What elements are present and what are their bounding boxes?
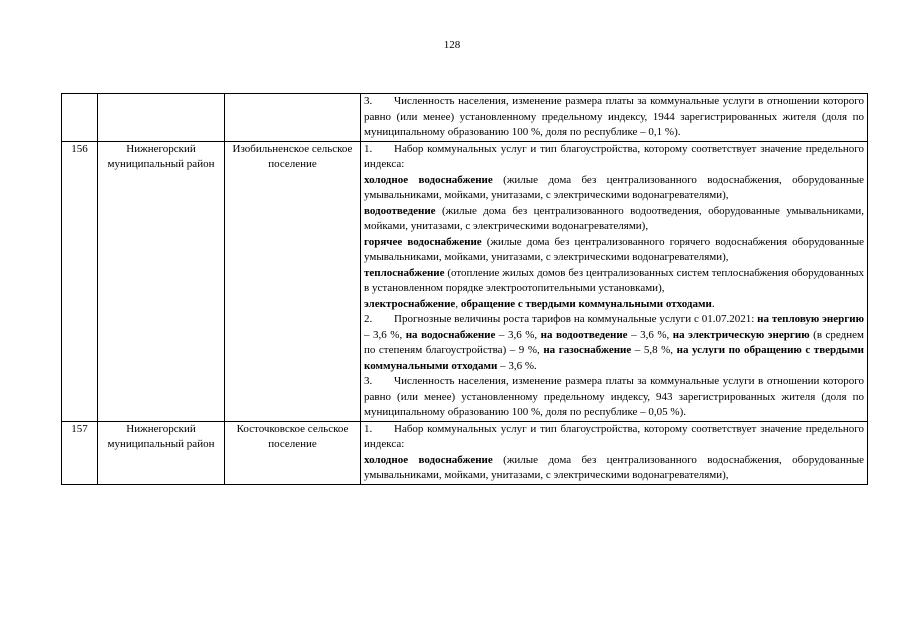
bold-term: на электрическую энергию — [672, 328, 810, 341]
text-run: – 5,8 %, — [631, 344, 677, 356]
text-run: – 3,6 %, — [627, 328, 673, 341]
bold-term: холодное водоснабжение — [364, 173, 493, 186]
text-run: (жилые дома без централизованного водоотведения, оборудованные умывальниками, мойками, унитазами, с электрическими водонагревателями), — [364, 204, 864, 232]
content-cell — [361, 94, 868, 142]
text-run: Прогнозные величины роста тарифов на коммунальные услуги с 01.07.2021: — [394, 313, 758, 325]
paragraph-number: 1. — [364, 142, 373, 155]
bold-term: на тепловую энергию — [757, 313, 864, 325]
text-run: Численность населения, изменение размера платы за коммунальные услуги в отношении которого равно (или менее) установленному предельному индексу, 1944 зарегистрированных жителя (доля по муниципальному образованию 100 %, доля по республике – 0,1 %). — [364, 95, 864, 138]
table-row — [62, 141, 868, 421]
bold-term: на водоснабжение — [405, 328, 496, 341]
text-run: Набор коммунальных услуг и тип благоустройства, которому соответствует значение предельного индекса: — [364, 142, 864, 170]
region-cell: Нижнегорский муниципальный район — [98, 141, 225, 421]
text-run: (жилые дома без централизованного водоснабжения, оборудованные умывальниками, мойками, унитазами, с электрическими водонагревателями), — [364, 453, 864, 481]
paragraph-number: 1. — [364, 422, 373, 435]
row-number — [62, 94, 98, 142]
content-paragraph — [364, 422, 864, 453]
table-row — [62, 94, 868, 142]
bold-term: на водоотведение — [540, 328, 628, 341]
region-cell — [98, 94, 225, 142]
bold-term: на газоснабжение — [543, 344, 632, 356]
text-run: Численность населения, изменение размера платы за коммунальные услуги в отношении которого равно (или менее) установленному предельному индексу, 943 зарегистрированных жителя (доля по муниципальному образованию 100 %, доля по республике – 0,05 %). — [364, 375, 864, 418]
content-paragraph — [364, 374, 864, 421]
bold-term: электроснабжение — [364, 297, 456, 310]
bold-term: обращение с твердыми коммунальными отходами — [460, 297, 712, 310]
paragraph-number: 3. — [364, 375, 373, 387]
bold-term: водоотведение — [364, 204, 436, 217]
text-run: Набор коммунальных услуг и тип благоустройства, которому соответствует значение предельного индекса: — [364, 422, 864, 450]
text-run: (жилые дома без централизованного горячего водоснабжения оборудованные умывальниками, мойками, унитазами, с электрическими водонагревателями), — [364, 235, 864, 263]
table-row — [62, 421, 868, 484]
content-paragraph — [364, 235, 864, 266]
content-paragraph — [364, 453, 864, 484]
text-run: , — [455, 297, 461, 310]
settlement-cell: Изобильненское сельское поселение — [225, 141, 361, 421]
bold-term: холодное водоснабжение — [364, 453, 493, 466]
region-cell: Нижнегорский муниципальный район — [98, 421, 225, 484]
content-paragraph — [364, 204, 864, 235]
row-number: 157 — [62, 421, 98, 484]
content-paragraph — [364, 297, 864, 313]
text-run: – 3,6 %, — [495, 328, 541, 341]
content-paragraph — [364, 173, 864, 204]
bold-term: горячее водоснабжение — [364, 235, 482, 248]
index-table — [61, 93, 868, 485]
text-run: – 3,6 %, — [364, 328, 406, 341]
row-number: 156 — [62, 141, 98, 421]
bold-term: на услуги по обращению с твердыми коммунальными отходами — [364, 344, 864, 372]
text-run: (отопление жилых домов без централизованных систем теплоснабжения оборудованных в установленном порядке электроотопительными установками), — [364, 266, 864, 294]
page-number: 128 — [443, 39, 461, 51]
bold-term: теплоснабжение — [364, 266, 445, 279]
text-run: (жилые дома без централизованного водоснабжения, оборудованные умывальниками, мойками, унитазами, с электрическими водонагревателями), — [364, 173, 864, 201]
content-paragraph — [364, 142, 864, 173]
settlement-cell — [225, 94, 361, 142]
content-cell — [361, 421, 868, 484]
content-paragraph — [364, 312, 864, 374]
content-paragraph — [364, 266, 864, 297]
content-cell — [361, 141, 868, 421]
text-run: . — [711, 297, 715, 310]
settlement-cell: Косточковское сельское поселение — [225, 421, 361, 484]
text-run: – 3,6 %. — [497, 359, 537, 372]
paragraph-number: 3. — [364, 95, 373, 107]
text-run: (в среднем по степеням благоустройства) – 9 %, — [364, 328, 864, 356]
paragraph-number: 2. — [364, 313, 373, 325]
content-paragraph — [364, 94, 864, 141]
